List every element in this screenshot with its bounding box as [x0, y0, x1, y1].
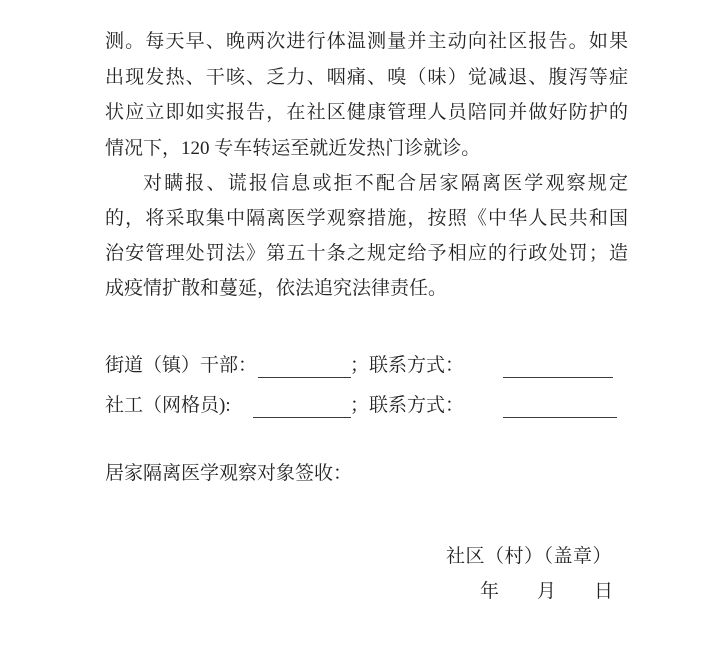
street-cadre-name-blank	[258, 352, 351, 378]
grid-worker-label: 社工（网格员):	[105, 395, 231, 416]
community-stamp-label: 社区（村）（盖章）	[446, 546, 613, 567]
contact-method-label: ；联系方式：	[350, 355, 465, 376]
contact-row-street-cadre	[105, 352, 628, 380]
body-line: 治安管理处罚法》第五十条之规定给予相应的行政处罚；造	[105, 243, 628, 264]
body-line: 成疫情扩散和蔓延，依法追究法律责任。	[105, 278, 448, 299]
body-line: 情况下，120 专车转运至就近发热门诊就诊。	[105, 138, 481, 159]
grid-worker-phone-blank	[503, 392, 617, 418]
contact-row-grid-worker	[105, 392, 628, 420]
street-cadre-label: 街道（镇）干部：	[105, 355, 258, 376]
body-line: 状应立即如实报告，在社区健康管理人员陪同并做好防护的	[105, 102, 628, 123]
contact-method-label: ；联系方式：	[350, 395, 465, 416]
street-cadre-phone-blank	[503, 352, 613, 378]
body-line-paragraph-start: 对瞒报、谎报信息或拒不配合居家隔离医学观察规定	[143, 173, 628, 194]
body-line: 测。每天早、晚两次进行体温测量并主动向社区报告。如果	[105, 31, 628, 52]
body-line: 的，将采取集中隔离医学观察措施，按照《中华人民共和国	[105, 208, 628, 229]
quarantine-subject-signature-label: 居家隔离医学观察对象签收：	[105, 463, 353, 484]
grid-worker-name-blank	[253, 392, 351, 418]
body-line: 出现发热、干咳、乏力、咽痛、嗅（味）觉减退、腹泻等症	[105, 67, 628, 88]
date-year-month-day: 年 月 日	[480, 581, 614, 602]
